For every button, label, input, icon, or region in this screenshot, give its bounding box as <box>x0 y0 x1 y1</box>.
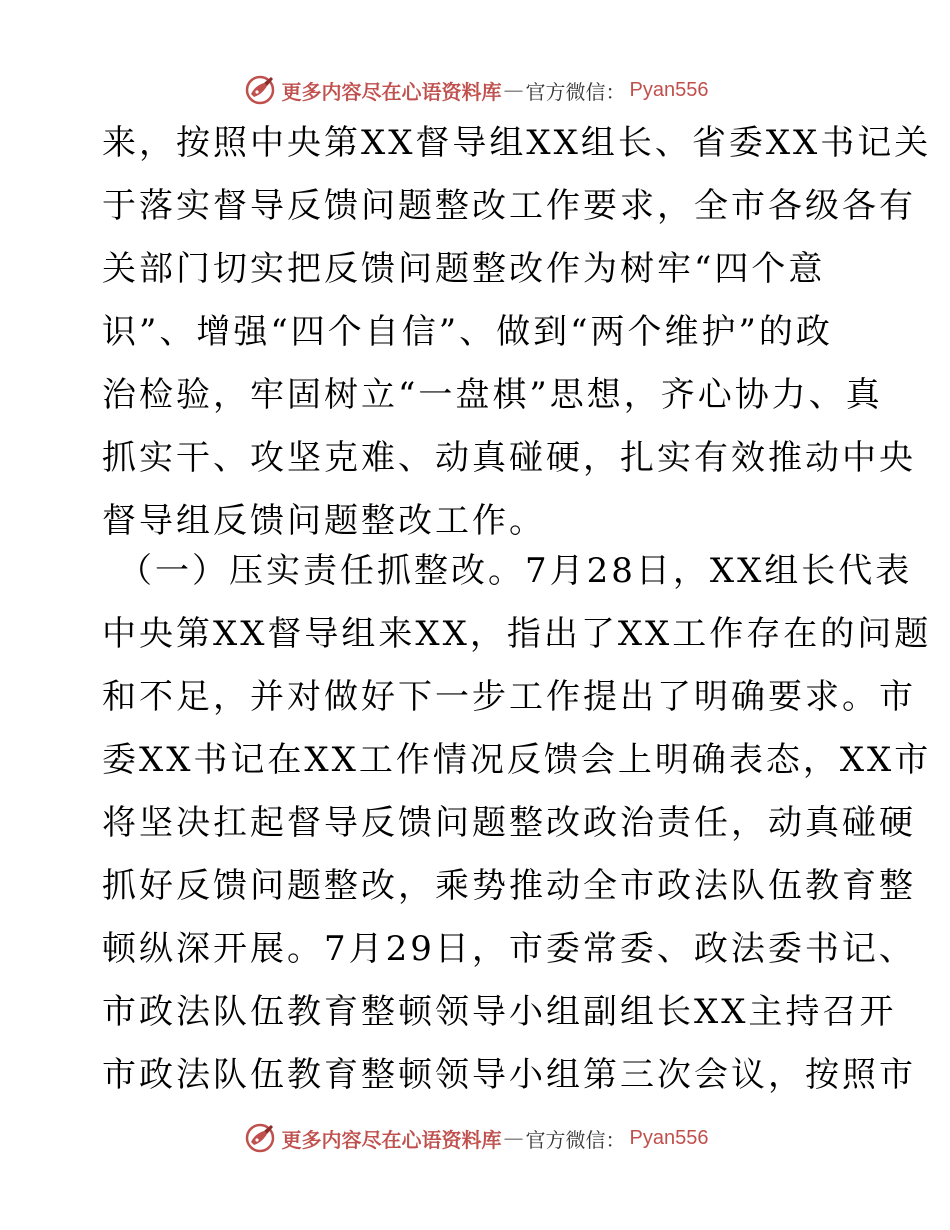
pen-nib-seal-icon <box>242 72 278 108</box>
text-line: 识”、增强“四个自信”、做到“两个维护”的政 <box>102 312 833 352</box>
watermark-label: 官方微信： <box>525 79 626 104</box>
watermark-wechat-id: Pyan556 <box>629 78 709 101</box>
text-line: 关部门切实把反馈问题整改作为树牢“四个意 <box>102 249 826 289</box>
watermark-label: 官方微信： <box>525 1127 626 1152</box>
watermark-wechat-id: Pyan556 <box>629 1126 709 1149</box>
footer-watermark <box>0 1120 950 1156</box>
paragraph-1 <box>102 112 932 553</box>
watermark-separator: — <box>503 78 524 102</box>
text-line: 顿纵深开展。7月29日，市委常委、政法委书记、 <box>102 929 916 969</box>
text-line: 将坚决扛起督导反馈问题整改政治责任，动真碰硬 <box>102 803 916 843</box>
text-line: 市政法队伍教育整顿领导小组副组长XX主持召开 <box>102 992 897 1032</box>
text-line: 中央第XX督导组来XX，指出了XX工作存在的问题 <box>102 614 932 654</box>
text-line: 和不足，并对做好下一步工作提出了明确要求。市 <box>102 677 916 717</box>
text-line: 委XX书记在XX工作情况反馈会上明确表态，XX市 <box>102 740 932 780</box>
text-line: 来，按照中央第XX督导组XX组长、省委XX书记关 <box>102 123 932 163</box>
text-line: 市政法队伍教育整顿领导小组第三次会议，按照市 <box>102 1055 916 1095</box>
paragraph-2 <box>102 540 932 1107</box>
watermark-brand-text: 更多内容尽在心语资料库 <box>281 79 502 104</box>
text-line: （一）压实责任抓整改。7月28日，XX组长代表 <box>118 551 913 591</box>
text-line: 于落实督导反馈问题整改工作要求，全市各级各有 <box>102 186 916 226</box>
text-line: 抓实干、攻坚克难、动真碰硬，扎实有效推动中央 <box>102 438 916 478</box>
text-line: 督导组反馈问题整改工作。 <box>102 501 546 541</box>
text-line: 治检验，牢固树立“一盘棋”思想，齐心协力、真 <box>102 375 883 415</box>
header-watermark <box>0 72 950 108</box>
text-line: 抓好反馈问题整改，乘势推动全市政法队伍教育整 <box>102 866 916 906</box>
pen-nib-seal-icon <box>242 1120 278 1156</box>
watermark-separator: — <box>503 1126 524 1150</box>
watermark-brand-text: 更多内容尽在心语资料库 <box>281 1127 502 1152</box>
